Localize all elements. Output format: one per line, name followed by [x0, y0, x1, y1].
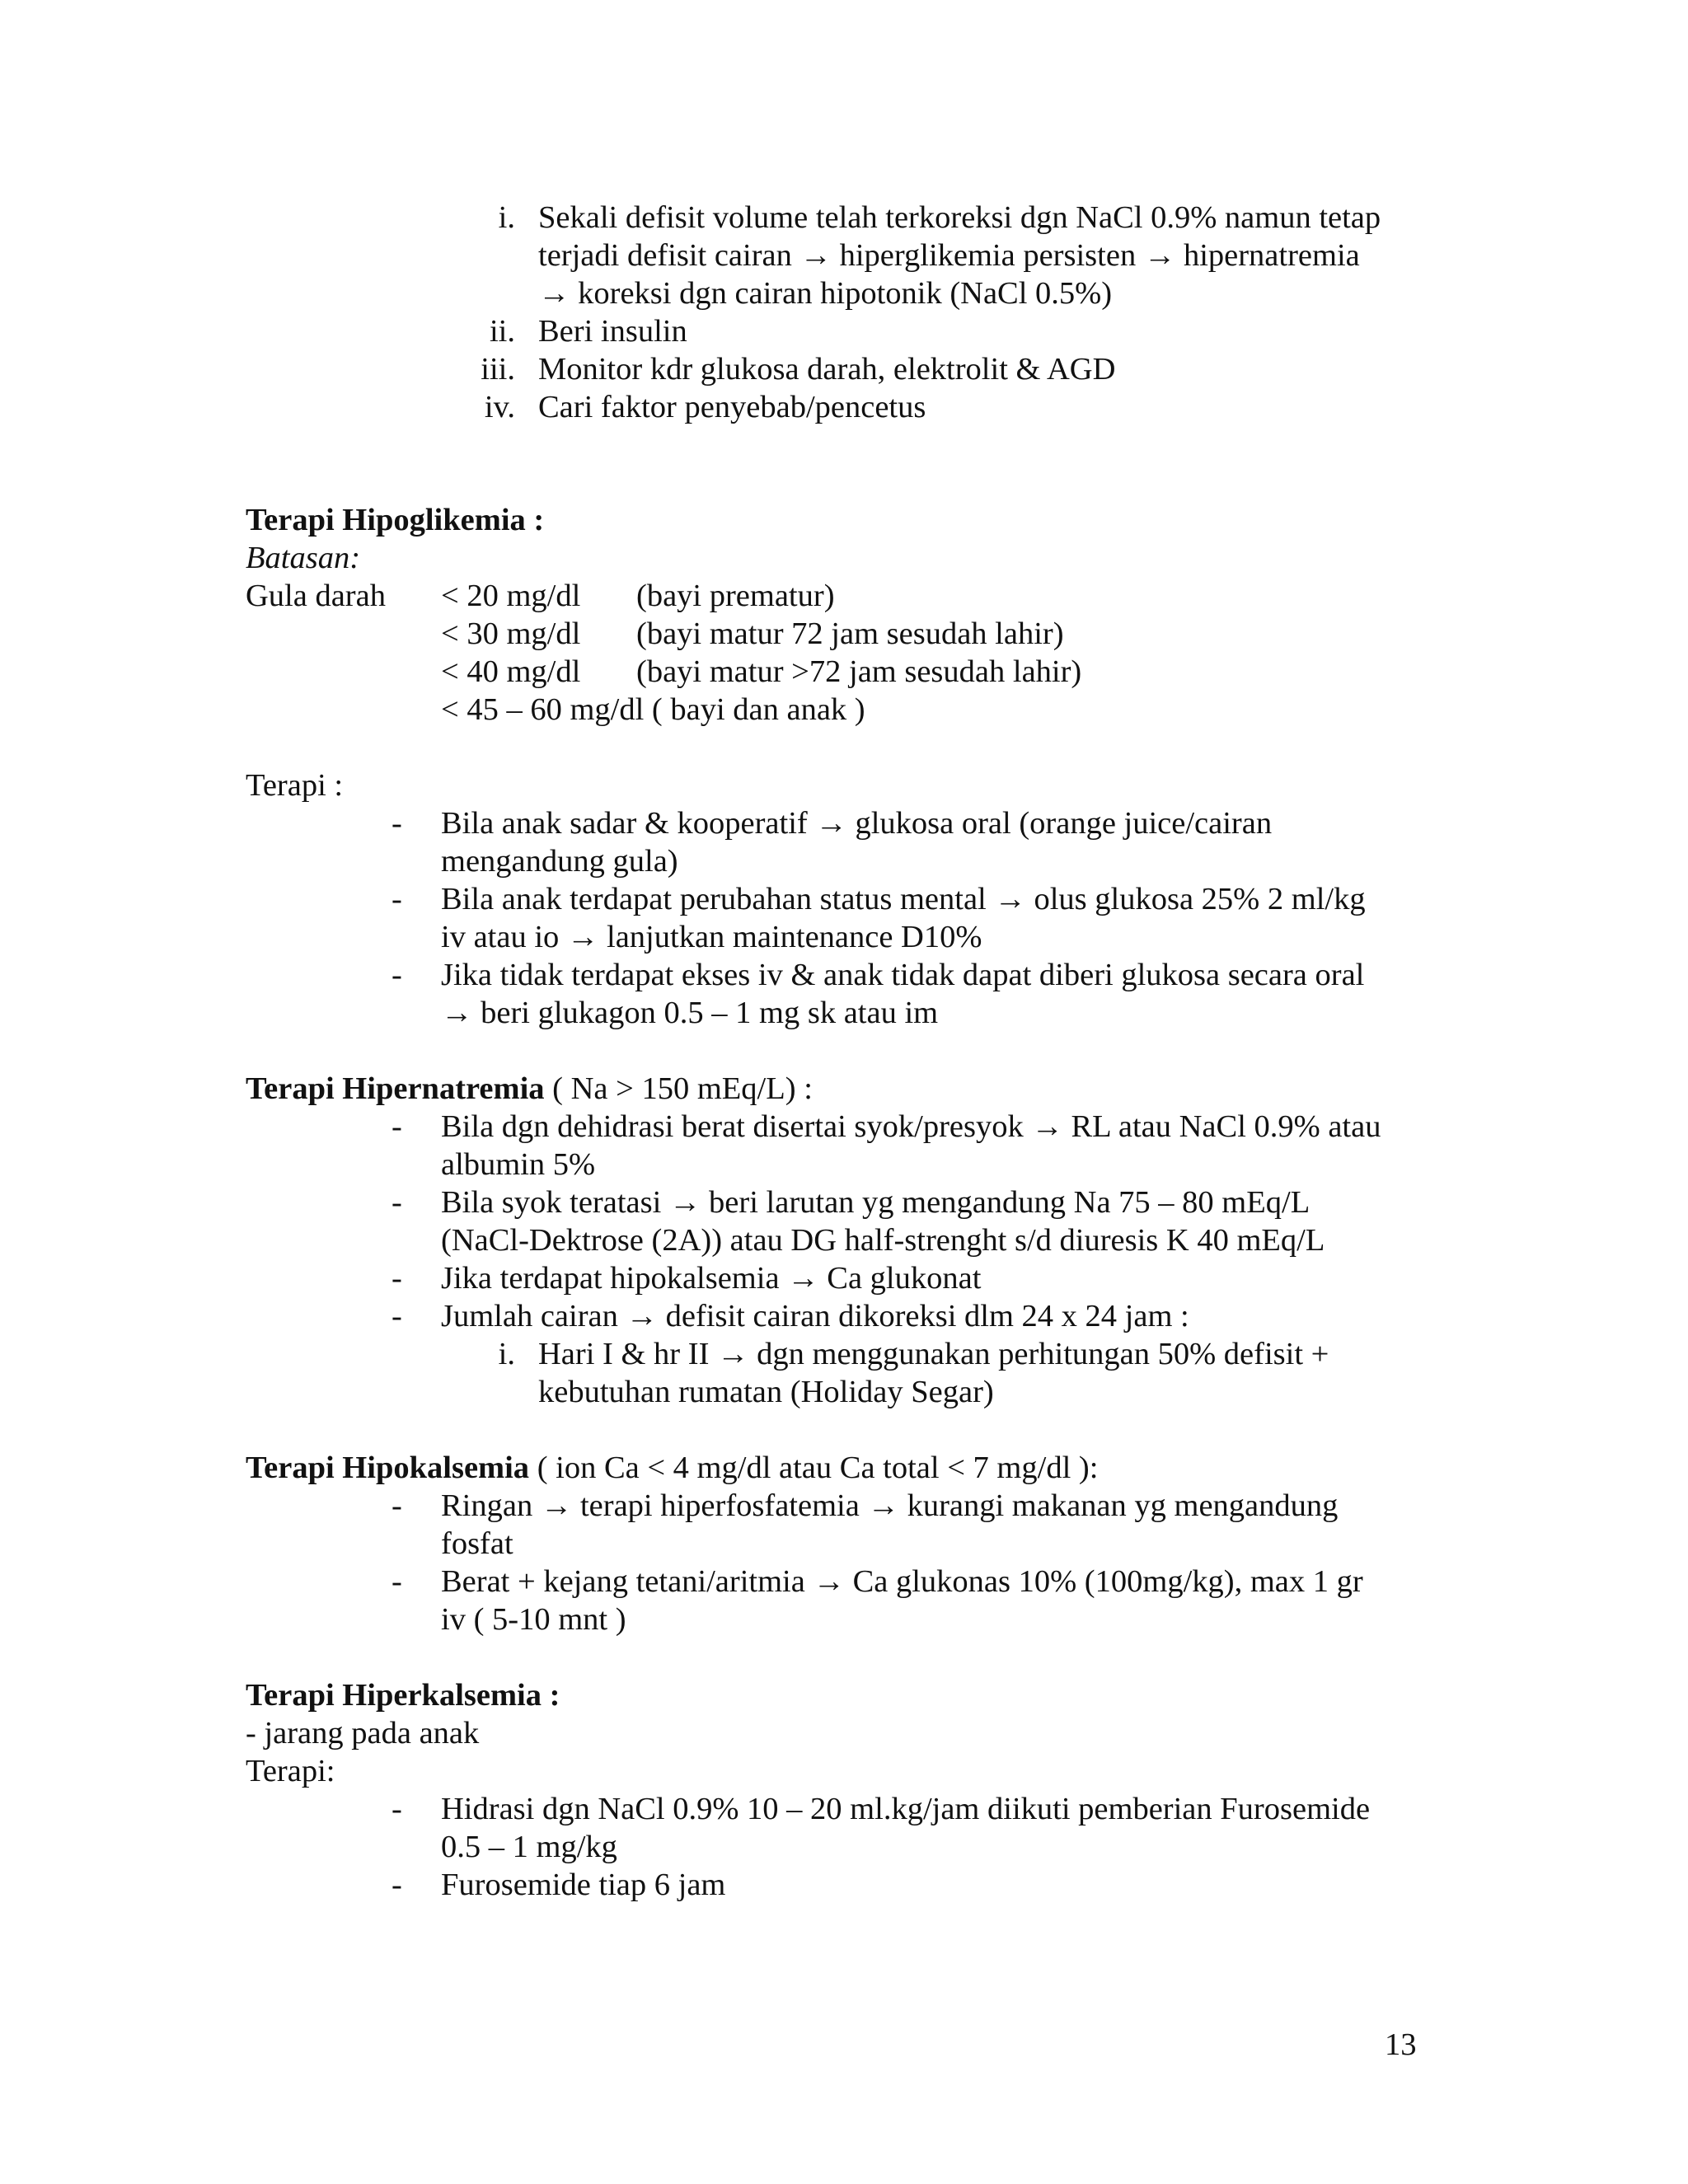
list-number: iv.: [484, 390, 515, 424]
section-note: - jarang pada anak: [246, 1716, 480, 1750]
bullet-line: iv atau io → lanjutkan maintenance D10%: [441, 920, 982, 954]
bullet-dash: -: [392, 882, 402, 916]
list-number: iii.: [481, 352, 515, 387]
bullet-dash: -: [392, 1564, 402, 1599]
list-number: i.: [498, 200, 515, 235]
sub-list-line: kebutuhan rumatan (Holiday Segar): [538, 1375, 994, 1409]
bullet-line: (NaCl-Dektrose (2A)) atau DG half-strenght s/d diuresis K 40 mEq/L: [441, 1223, 1325, 1258]
threshold-value: < 30 mg/dl: [441, 616, 581, 651]
bullet-dash: -: [392, 1261, 402, 1296]
section-heading: Terapi Hipokalsemia: [246, 1451, 530, 1485]
section-heading-line: [246, 1452, 1098, 1484]
list-item-line: Cari faktor penyebab/pencetus: [538, 390, 926, 424]
section-heading: Terapi Hiperkalsemia :: [246, 1678, 560, 1713]
terapi-label: Terapi :: [246, 768, 344, 803]
bullet-line: Bila anak sadar & kooperatif → glukosa oral (orange juice/cairan: [441, 806, 1273, 841]
threshold-note: (bayi matur 72 jam sesudah lahir): [636, 616, 1064, 651]
terapi-label: Terapi:: [246, 1754, 335, 1788]
bullet-line: Ringan → terapi hiperfosfatemia → kurangi makanan yg mengandung: [441, 1488, 1339, 1523]
bullet-dash: -: [392, 958, 402, 992]
bullet-line: mengandung gula): [441, 844, 678, 879]
section-heading-line: [246, 1073, 813, 1105]
bullet-line: Jika terdapat hipokalsemia → Ca glukonat: [441, 1261, 982, 1296]
bullet-line: Bila dgn dehidrasi berat disertai syok/presyok → RL atau NaCl 0.9% atau: [441, 1109, 1381, 1144]
bullet-dash: -: [392, 1488, 402, 1523]
bullet-dash: -: [392, 1299, 402, 1333]
gula-darah-label: Gula darah: [246, 579, 386, 613]
bullet-line: Furosemide tiap 6 jam: [441, 1868, 726, 1902]
bullet-dash: -: [392, 1185, 402, 1220]
batasan-label: Batasan:: [246, 541, 361, 575]
list-item-line: Sekali defisit volume telah terkoreksi dgn NaCl 0.9% namun tetap: [538, 200, 1381, 235]
section-heading: Terapi Hipoglikemia :: [246, 503, 545, 537]
bullet-dash: -: [392, 1868, 402, 1902]
bullet-line: fosfat: [441, 1526, 513, 1561]
section-heading-condition: ( Na > 150 mEq/L) :: [544, 1071, 813, 1106]
threshold-note: (bayi matur >72 jam sesudah lahir): [636, 654, 1082, 689]
bullet-line: Jika tidak terdapat ekses iv & anak tidak dapat diberi glukosa secara oral: [441, 958, 1365, 992]
list-item-line: Monitor kdr glukosa darah, elektrolit & AGD: [538, 352, 1116, 387]
bullet-dash: -: [392, 1109, 402, 1144]
threshold-value: < 40 mg/dl: [441, 654, 581, 689]
bullet-line: Hidrasi dgn NaCl 0.9% 10 – 20 ml.kg/jam diikuti pemberian Furosemide: [441, 1792, 1371, 1826]
bullet-line: albumin 5%: [441, 1147, 596, 1182]
list-number: ii.: [489, 314, 515, 349]
bullet-line: iv ( 5-10 mnt ): [441, 1602, 626, 1637]
threshold-value: < 20 mg/dl: [441, 579, 581, 613]
bullet-line: Bila anak terdapat perubahan status mental → olus glukosa 25% 2 ml/kg: [441, 882, 1366, 916]
bullet-line: Jumlah cairan → defisit cairan dikoreksi dlm 24 x 24 jam :: [441, 1299, 1189, 1333]
threshold-note: (bayi prematur): [636, 579, 835, 613]
sub-list-line: Hari I & hr II → dgn menggunakan perhitungan 50% defisit +: [538, 1337, 1329, 1371]
section-heading-condition: ( ion Ca < 4 mg/dl atau Ca total < 7 mg/dl ):: [529, 1451, 1099, 1485]
bullet-line: 0.5 – 1 mg/kg: [441, 1830, 617, 1864]
list-item-line: → koreksi dgn cairan hipotonik (NaCl 0.5%): [538, 276, 1113, 311]
bullet-dash: -: [392, 1792, 402, 1826]
page-number: 13: [1385, 2027, 1417, 2062]
list-item-line: terjadi defisit cairan → hiperglikemia persisten → hipernatremia: [538, 238, 1360, 273]
section-heading: Terapi Hipernatremia: [246, 1071, 545, 1106]
bullet-line: Berat + kejang tetani/aritmia → Ca glukonas 10% (100mg/kg), max 1 gr: [441, 1564, 1363, 1599]
bullet-dash: -: [392, 806, 402, 841]
sub-list-number: i.: [498, 1337, 515, 1371]
threshold-value: < 45 – 60 mg/dl ( bayi dan anak ): [441, 692, 865, 727]
list-item-line: Beri insulin: [538, 314, 687, 349]
bullet-line: → beri glukagon 0.5 – 1 mg sk atau im: [441, 996, 939, 1030]
bullet-line: Bila syok teratasi → beri larutan yg mengandung Na 75 – 80 mEq/L: [441, 1185, 1311, 1220]
